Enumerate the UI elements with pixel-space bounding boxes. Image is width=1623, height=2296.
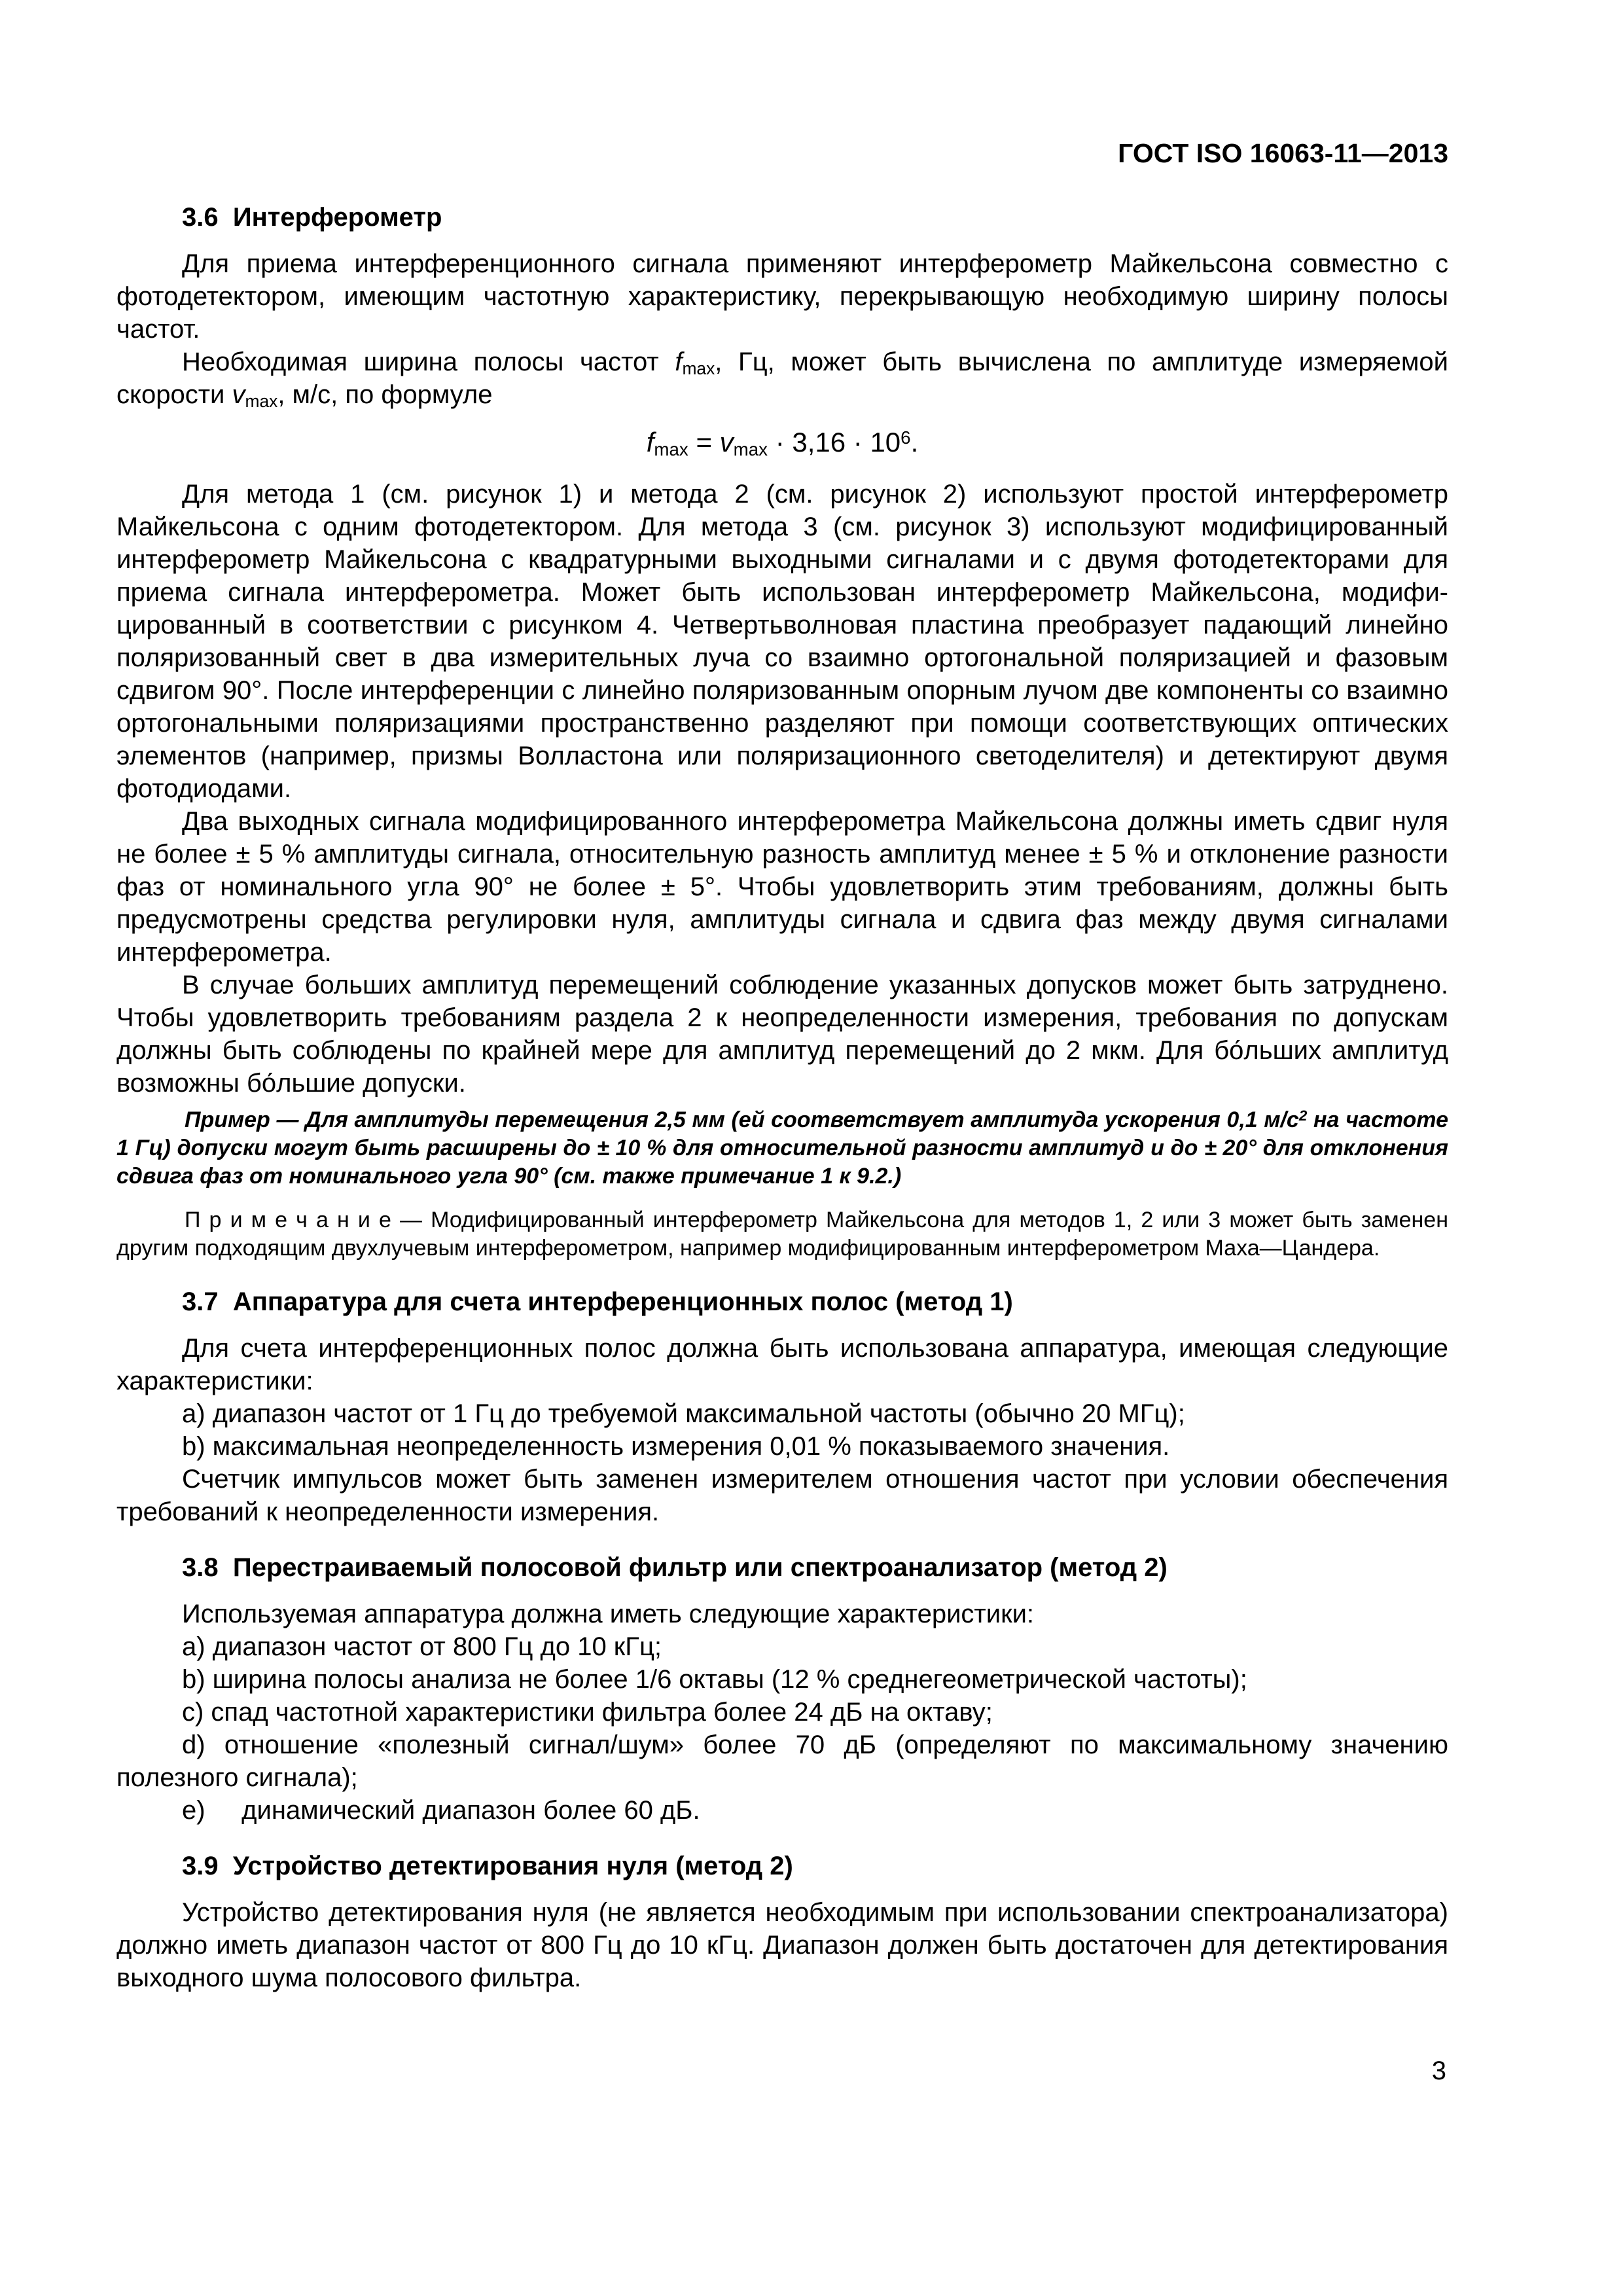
text-segment: Пример — Для амплитуды перемещения 2,5 мм (ей соответствует амплитуда ускорения 0,1 м/с bbox=[185, 1107, 1299, 1132]
vmax-subscript: max bbox=[733, 439, 768, 460]
s36-paragraph-4: Два выходных сигнала модифицированного интерферометра Майкельсона должны иметь сдвиг нуля не более ± 5 % амплитуды сигнала, относительную разность амплитуд менее ± 5 % и отклонение разности фаз от номинального угла 90° не более ± 5°. Чтобы удовлетворить этим требованиям, должны быть предусмотрены средства регулировки нуля, амплитуды сигнала и сдвига фаз между двумя сигналами интерферометра. bbox=[116, 807, 1448, 967]
vmax-symbol: v bbox=[719, 427, 734, 457]
vmax-symbol: v bbox=[232, 380, 245, 409]
s38-list-item-d: d) отношение «полезный сигнал/шум» более 70 дБ (определяют по максимальному значению полезного сигнала); bbox=[116, 1731, 1448, 1792]
s36-paragraph-2 bbox=[116, 346, 1448, 411]
example-paragraph bbox=[116, 1106, 1448, 1191]
running-header: ГОСТ ISO 16063-11—2013 bbox=[1118, 138, 1448, 168]
s37-paragraph-2: Счетчик импульсов может быть заменен измерителем отношения частот при условии обеспечения требований к неопределенности измерения. bbox=[116, 1465, 1448, 1526]
s37-list-item-a: a) диапазон частот от 1 Гц до требуемой максимальной частоты (обычно 20 МГц); bbox=[182, 1399, 1185, 1428]
s38-list-item-c: c) спад частотной характеристики фильтра более 24 дБ на октаву; bbox=[182, 1698, 993, 1727]
section-3-7-heading: 3.7 Аппаратура для счета интерференционных полос (метод 1) bbox=[182, 1287, 1013, 1316]
section-3-6-heading: 3.6 Интерферометр bbox=[182, 203, 442, 232]
s38-intro-paragraph: Используемая аппаратура должна иметь следующие характеристики: bbox=[182, 1600, 1035, 1628]
s36-paragraph-5: В случае больших амплитуд перемещений соблюдение указанных допусков может быть затруднено. Чтобы удовлетворить требованиям раздела 2 к неопределенности измерения, требования по допускам должны быть соблюдены по крайней мере для амплитуд перемещений до 2 мкм. Для бо́льших амплитуд возможны бо́льшие допуски. bbox=[116, 971, 1448, 1098]
s37-intro-paragraph: Для счета интерференционных полос должна быть использована аппаратура, имеющая следующие характеристики: bbox=[116, 1334, 1448, 1395]
fmax-symbol: f bbox=[646, 427, 654, 457]
s39-paragraph-1: Устройство детектирования нуля (не является необходимым при использовании спектроанализатора) должно иметь диапазон частот от 800 Гц до 10 кГц. Диапазон должен быть достаточен для детектирования выходного шума полосового фильтра. bbox=[116, 1898, 1448, 1992]
text-segment: на частоте 1 Гц) допуски могут быть расширены до ± 10 % для относительной разности амплитуд и до ± 20° для отклонения сдвига фаз от номинального угла 90° (см. также примечание 1 к 9.2.) bbox=[116, 1107, 1448, 1189]
s38-list-item-e: e) динамический диапазон более 60 дБ. bbox=[182, 1796, 700, 1825]
s37-list-item-b: b) максимальная неопределенность измерения 0,01 % показываемого значения. bbox=[182, 1432, 1170, 1461]
exponent: 2 bbox=[1298, 1107, 1308, 1124]
text-segment: Необходимая ширина полосы частот bbox=[182, 348, 675, 376]
page-number: 3 bbox=[1431, 2056, 1446, 2085]
formula-fmax bbox=[116, 425, 1448, 459]
exponent: 6 bbox=[901, 427, 911, 448]
section-3-8-heading: 3.8 Перестраиваемый полосовой фильтр или спектроанализатор (метод 2) bbox=[182, 1553, 1168, 1582]
fmax-subscript: max bbox=[654, 439, 688, 460]
s36-paragraph-1: Для приема интерференционного сигнала применяют интерферометр Майкельсона совместно с фотодетектором, имеющим частотную характеристику, перекрывающую необходимую ширину полосы частот. bbox=[116, 249, 1448, 344]
text-segment: , м/с, по формуле bbox=[277, 380, 493, 409]
text-column bbox=[116, 139, 1448, 1994]
s36-paragraph-3: Для метода 1 (см. рисунок 1) и метода 2 (см. рисунок 2) используют простой интерферометр Майкельсона с одним фотодетектором. Для метода 3 (см. рисунок 3) используют модифицированный интерферометр Майкельсона с квадратурными выходными сигналами и с двумя фотодетекторами для приема сигнала интерферометра. Может быть использован интерферометр Майкельсона, модифицированный в соответствии с рисунком 4. Четвертьволновая пластина преобразует падающий линейно поляризованный свет в два измерительных луча со взаимно ортогональной поляризацией и фазовым сдвигом 90°. После интерференции с линейно поляризованным опорным лучом две компоненты со взаимно ортогональными поляризациями пространственно разделяют при помощи соответствующих оптических элементов (например, призмы Волластона или поляризационного светоделителя) и детектируют двумя фотодиодами. bbox=[116, 480, 1448, 803]
note-paragraph: П р и м е ч а н и е — Модифицированный интерферометр Майкельсона для методов 1, 2 или 3 может быть заменен другим подходящим двухлучевым интерферометром, например модифицированным интерферометром Маха—Цандера. bbox=[116, 1208, 1448, 1261]
formula-period: . bbox=[910, 427, 919, 457]
fmax-symbol: f bbox=[675, 348, 683, 376]
vmax-subscript: max bbox=[245, 391, 278, 411]
text-segment: , Гц, может быть вычислена по амплитуде измеряемой скорости bbox=[116, 348, 1448, 409]
section-3-9-heading: 3.9 Устройство детектирования нуля (метод 2) bbox=[182, 1852, 793, 1880]
equals-sign: = bbox=[688, 427, 720, 457]
s38-list-item-a: a) диапазон частот от 800 Гц до 10 кГц; bbox=[182, 1632, 662, 1661]
formula-factor: · 3,16 · 10 bbox=[768, 427, 901, 457]
s38-list-item-b: b) ширина полосы анализа не более 1/6 октавы (12 % среднегеометрической частоты); bbox=[182, 1665, 1247, 1694]
fmax-subscript: max bbox=[682, 358, 715, 378]
